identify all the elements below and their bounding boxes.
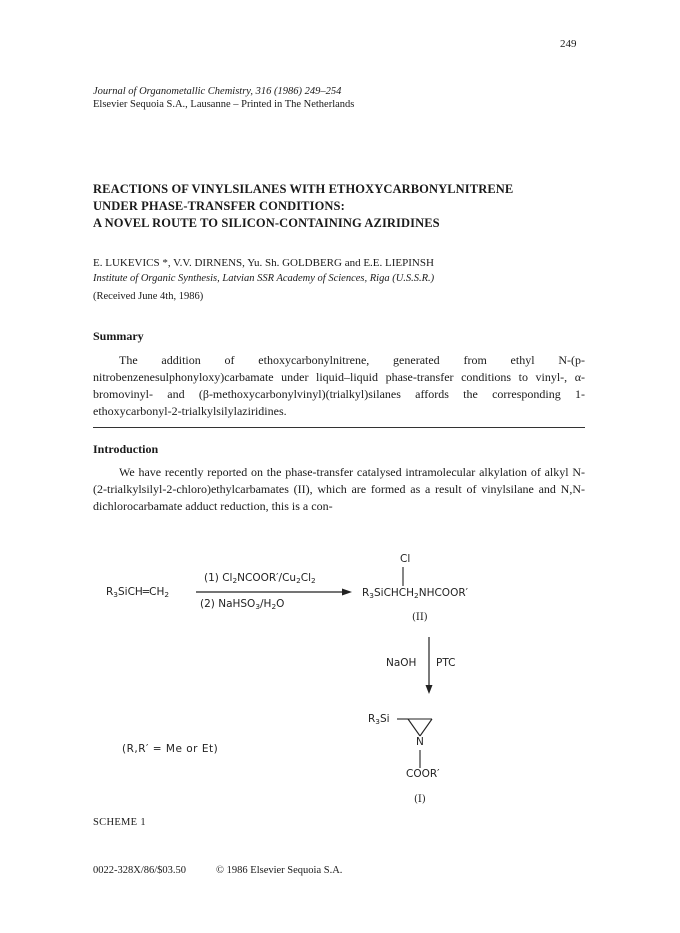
reagent-step-2: (2) $NaHSO_3/H_2O$	[200, 598, 285, 611]
scheme-caption: SCHEME 1	[93, 817, 146, 828]
introduction-text: We have recently reported on the phase-transfer catalysed intramolecular alkylation of alkyl N-(2-trialkylsilyl-2-chloro)ethylcarbamates (II), which are formed as a result of vinylsilane and N,N-dichlorocarbamate adduct reduction, this is a con-	[93, 465, 585, 513]
section-divider	[93, 427, 585, 428]
phase-transfer-catalyst: PTC	[436, 657, 456, 669]
compound-label-ii: (II)	[412, 612, 428, 623]
journal-citation: Journal of Organometallic Chemistry, 316 (1986) 249–254	[93, 86, 342, 97]
issn-price-code: 0022-328X/86/$03.50	[93, 865, 187, 876]
product-chloroethylcarbamate: $R_3SiCHCH_2NHCOOR'$	[362, 587, 469, 600]
article-title	[93, 181, 593, 232]
introduction-paragraph	[93, 464, 585, 515]
publisher-line: Elsevier Sequoia S.A., Lausanne – Printed in The Netherlands	[93, 99, 355, 110]
summary-heading: Summary	[93, 329, 144, 343]
copyright-notice: © 1986 Elsevier Sequoia S.A.	[216, 865, 343, 876]
introduction-heading: Introduction	[93, 442, 159, 456]
substituent-conditions: (R,R′ = Me or Et)	[122, 743, 219, 755]
title-line-3: A NOVEL ROUTE TO SILICON-CONTAINING AZIRIDINES	[93, 216, 440, 230]
reagent-step-1: (1) $Cl_2NCOOR'/Cu_2Cl_2$	[204, 572, 316, 585]
affiliation: Institute of Organic Synthesis, Latvian SSR Academy of Sciences, Riga (U.S.S.R.)	[93, 273, 435, 284]
compound-label-i: (I)	[414, 794, 426, 805]
author-list: E. LUKEVICS *, V.V. DIRNENS, Yu. Sh. GOLDBERG and E.E. LIEPINSH	[93, 257, 434, 269]
c-cl-bond	[401, 567, 405, 587]
title-line-2: UNDER PHASE-TRANSFER CONDITIONS:	[93, 199, 345, 213]
nitrogen-atom: N	[416, 736, 424, 748]
ester-group: COOR′	[406, 768, 440, 780]
title-line-1: REACTIONS OF VINYLSILANES WITH ETHOXYCARBONYLNITRENE	[93, 182, 514, 196]
footer	[93, 865, 342, 876]
trialkylsilyl-group: $R_3Si$	[368, 713, 390, 726]
chlorine-atom: Cl	[400, 553, 411, 565]
reactant-vinylsilane: $R_3SiCH═CH_2$	[106, 586, 170, 599]
summary-text: The addition of ethoxycarbonylnitrene, generated from ethyl N-(p-nitrobenzenesulphonyloxy)carbamate under liquid–liquid phase-transfer conditions to vinyl-, α-bromovinyl- and (β-methoxycarbonylvinyl)(trialkyl)silanes affords the corresponding 1-ethoxycarbonyl-2-trialkylsilylaziridines.	[93, 353, 585, 418]
received-date: (Received June 4th, 1986)	[93, 291, 204, 302]
reaction-arrow	[196, 587, 352, 597]
down-arrow	[424, 637, 434, 694]
base-reagent: NaOH	[386, 657, 417, 669]
page-number: 249	[560, 38, 577, 50]
summary-paragraph	[93, 352, 585, 420]
